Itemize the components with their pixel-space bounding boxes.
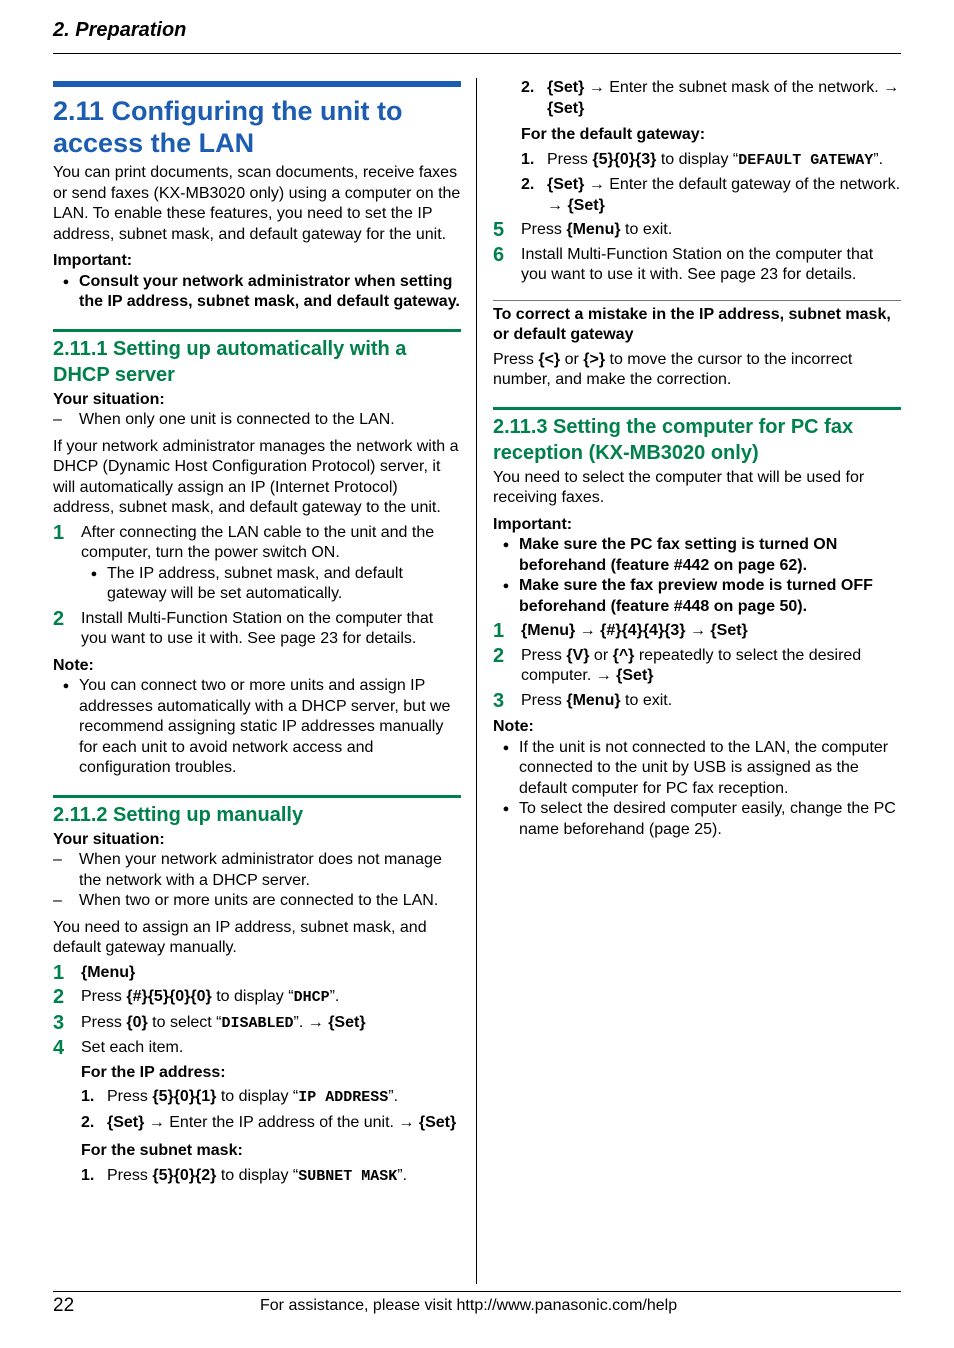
step: 1 {Menu}	[53, 961, 136, 984]
step-bullet: ● The IP address, subnet mask, and default gateway will be set automatically.	[81, 564, 461, 605]
correction-paragraph: Press {<} or {>} to move the cursor to the incorrect number, and make the correction.	[493, 350, 853, 388]
dash-icon: –	[53, 892, 62, 909]
manual-paragraph: You need to assign an IP address, subnet mask, and default gateway manually.	[53, 918, 427, 956]
note-item: ● You can connect two or more units and assign IP addresses automatically with a DHCP server, but we recommend assigning static IP addresses manually for each unit to avoid network access and configuration troubles.	[53, 676, 461, 779]
note-label: Note:	[53, 656, 94, 674]
bullet-icon: ●	[502, 803, 510, 815]
situation-label: Your situation:	[53, 390, 165, 408]
situation-item: – When two or more units are connected to the LAN.	[53, 891, 461, 912]
step: 2 Press {#}{5}{0}{0} to display “DHCP”.	[53, 986, 340, 1008]
step: 3 Press {Menu} to exit.	[493, 689, 673, 712]
bullet-icon: ●	[90, 567, 98, 580]
step: 1 {Menu} → {#}{4}{4}{3} → {Set}	[493, 620, 748, 642]
sub-step: 1. Press {5}{0}{3} to display “DEFAULT GATEWAY”.	[521, 150, 884, 169]
step: 4 Set each item.	[53, 1037, 184, 1059]
important-item: ● Consult your network administrator when setting the IP address, subnet mask, and default gateway.	[53, 272, 461, 313]
bullet-icon: ●	[62, 680, 70, 692]
footer-assistance: For assistance, please visit http://www.panasonic.com/help	[260, 1297, 678, 1314]
note-label: Note:	[493, 718, 534, 735]
step: 2 Press {V} or {^} repeatedly to select the desired computer. → {Set}	[493, 644, 862, 684]
step: 3 Press {0} to select “DISABLED”. → {Set}	[53, 1011, 366, 1034]
important-item: ● Make sure the fax preview mode is turned OFF beforehand (feature #448 on page 50).	[493, 576, 901, 617]
step: 1 After connecting the LAN cable to the unit and the computer, turn the power switch ON.	[53, 521, 435, 561]
dash-icon: –	[53, 411, 62, 428]
bullet-icon: ●	[502, 539, 510, 551]
subsection-rule	[53, 329, 461, 332]
situation-label: Your situation:	[53, 830, 165, 848]
important-label: Important:	[53, 252, 133, 269]
default-gateway-label: For the default gateway:	[521, 126, 706, 143]
subsection-rule	[493, 407, 901, 410]
ip-address-label: For the IP address:	[81, 1063, 226, 1081]
dash-icon: –	[53, 851, 62, 868]
sub-step: 1. Press {5}{0}{2} to display “SUBNET MASK”.	[81, 1166, 408, 1185]
subnet-mask-label: For the subnet mask:	[81, 1142, 243, 1159]
title-rule	[53, 81, 461, 87]
page-number: 22	[53, 1295, 75, 1316]
situation-item: – When only one unit is connected to the LAN.	[53, 410, 461, 431]
note-item: ● If the unit is not connected to the LAN, the computer connected to the unit by USB is assigned as the default computer for PC fax reception.	[493, 738, 901, 800]
important-item: ● Make sure the PC fax setting is turned ON beforehand (feature #442 on page 62).	[493, 535, 901, 576]
dhcp-paragraph: If your network administrator manages the network with a DHCP (Dynamic Host Configuration Protocol) server, it will automatically assign an IP (Internet Protocol) address, subnet mask, and default gateway to the unit.	[53, 437, 459, 516]
section-title: 2.11 Configuring the unit to access the LAN	[53, 96, 403, 158]
sub-step: 2. {Set} → Enter the subnet mask of the network. → {Set}	[521, 79, 900, 117]
step: 2 Install Multi-Function Station on the computer that you want to use it with. See page 23 for details.	[53, 607, 434, 647]
bullet-icon: ●	[502, 741, 510, 754]
right-column	[493, 78, 901, 840]
step: 5 Press {Menu} to exit.	[493, 219, 673, 241]
subsection-title: 2.11.2 Setting up manually	[53, 803, 304, 826]
header-rule	[53, 53, 901, 54]
bullet-icon: ●	[62, 275, 70, 288]
correction-rule	[493, 300, 901, 301]
footer-rule	[53, 1291, 901, 1292]
sub-step: 1. Press {5}{0}{1} to display “IP ADDRESS”.	[81, 1088, 399, 1106]
important-label: Important:	[493, 515, 573, 533]
correction-title: To correct a mistake in the IP address, subnet mask, or default gateway	[493, 305, 891, 343]
chapter-header: 2. Preparation	[53, 19, 187, 41]
note-item: ● To select the desired computer easily, change the PC name beforehand (page 25).	[493, 799, 901, 840]
step: 6 Install Multi-Function Station on the computer that you want to use it with. See page 23 for details.	[493, 243, 874, 283]
intro-paragraph: You can print documents, scan documents, receive faxes or send faxes (KX-MB3020 only) using a computer on the LAN. To enable these features, you need to set the IP address, subnet mask, and default gateway for the unit.	[53, 164, 461, 243]
subsection-rule	[53, 795, 461, 798]
sub-step: 2. {Set} → Enter the IP address of the unit. → {Set}	[81, 1113, 457, 1131]
sub-step: 2. {Set} → Enter the default gateway of the network. → {Set}	[521, 176, 901, 214]
left-column	[53, 78, 461, 1187]
subsection-title: 2.11.1 Setting up automatically with a DHCP server	[53, 337, 407, 386]
bullet-icon: ●	[502, 580, 510, 592]
subsection-title: 2.11.3 Setting the computer for PC fax reception (KX-MB3020 only)	[493, 415, 854, 464]
column-divider	[476, 78, 477, 1284]
pc-fax-paragraph: You need to select the computer that will be used for receiving faxes.	[493, 468, 865, 506]
situation-item: – When your network administrator does not manage the network with a DHCP server.	[53, 850, 461, 891]
